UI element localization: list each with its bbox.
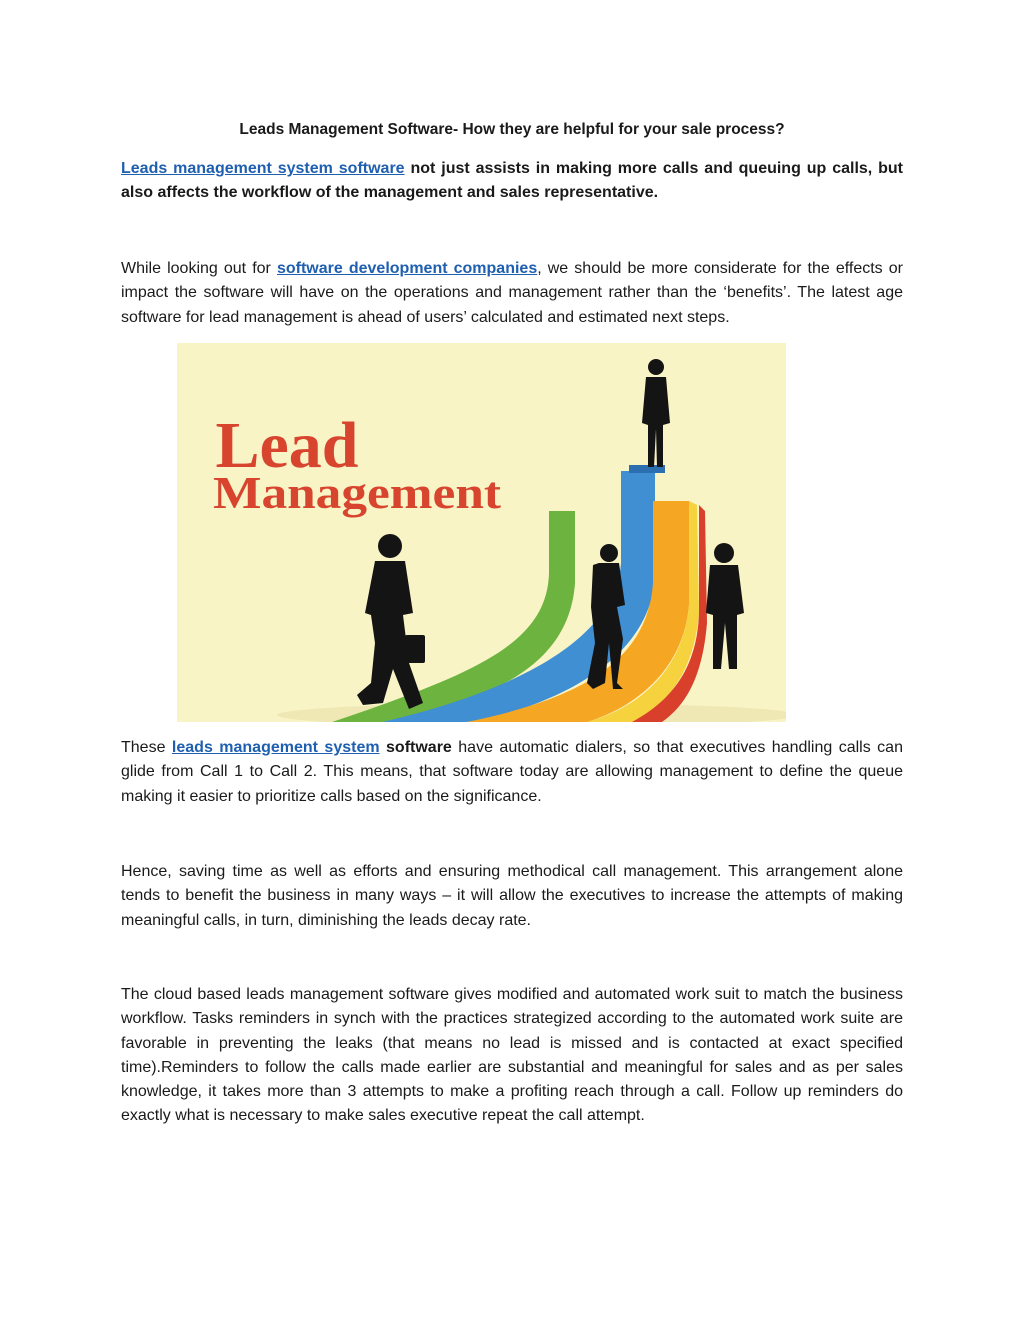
paragraph-intro-text: not just assists in making more calls and queuing up calls, but also affects the workflow of the management and sales representative. [121, 160, 903, 202]
lead-management-illustration [177, 343, 786, 722]
paragraph-bold-text: software [379, 739, 452, 756]
figure-word-lead: Lead [215, 409, 359, 482]
link-leads-management-system[interactable]: leads management system [171, 739, 380, 756]
figure-word-management: Management [213, 467, 502, 518]
paragraph-cloud-based: The cloud based leads management software gives modified and automated work suit to match the business workflow. Tasks reminders in synch with the practices strategized according to the automated work suite are favorable in preventing the leaks (that means no lead is missed and is contacted at exact specified time).Reminders to follow the calls made earlier are substantial and meaningful for sales and as per sales knowledge, it takes more than 3 attempts to make a profiting reach through a call. Follow up reminders do exactly what is necessary to make sales executive repeat the call attempt. [121, 986, 903, 1125]
paragraph-software-companies [121, 257, 903, 330]
paragraph-automatic-dialers [121, 736, 903, 809]
paragraph-text: While looking out for [121, 260, 277, 277]
link-software-development-companies[interactable]: software development companies [276, 260, 538, 277]
link-leads-management-system-software[interactable]: Leads management system software [121, 160, 405, 177]
paragraph-text: have automatic dialers, so that executives handling calls can glide from Call 1 to Call 2. This means, that software today are allowing management to define the queue making it easier to prioritize calls based on the significance. [121, 739, 903, 805]
document-title: Leads Management Software- How they are helpful for your sale process? [239, 121, 785, 138]
paragraph-saving-time: Hence, saving time as well as efforts and ensuring methodical call management. This arrangement alone tends to benefit the business in many ways – it will allow the executives to increase the attempts of making meaningful calls, in turn, diminishing the leads decay rate. [121, 863, 903, 929]
paragraph-text: These [121, 739, 172, 756]
paragraph-intro [121, 157, 903, 206]
paragraph-text: , we should be more considerate for the effects or impact the software will have on the operations and management rather than the ‘benefits’. The latest age software for lead management is ahead of users’ calculated and estimated next steps. [121, 260, 903, 326]
